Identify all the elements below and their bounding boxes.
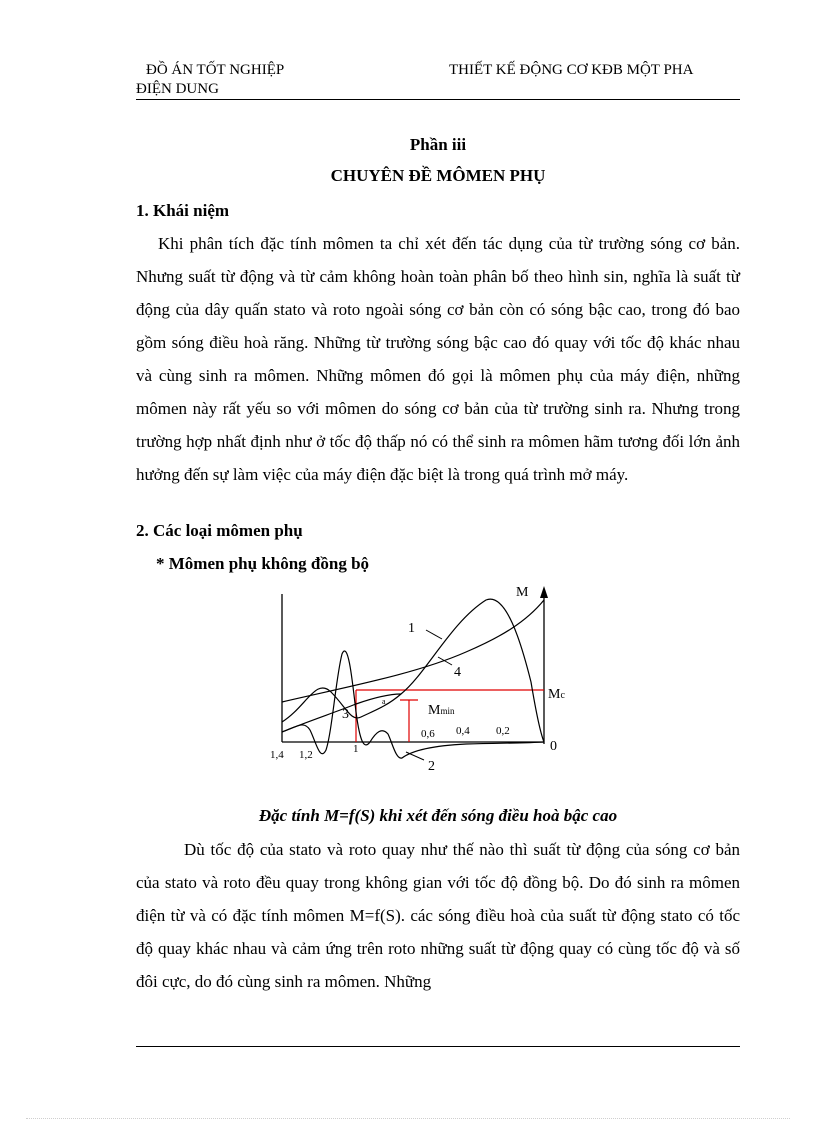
axis-label-m: M: [516, 585, 529, 600]
tick-label-1-4: 1,4: [270, 749, 284, 761]
tick-label-1-2: 1,2: [299, 749, 313, 761]
label-zero: 0: [550, 739, 557, 754]
curve-1: [282, 600, 544, 702]
topic-title: CHUYÊN ĐỀ MÔMEN PHỤ: [330, 166, 546, 185]
header-left-title: ĐỒ ÁN TỐT NGHIỆP: [146, 62, 285, 78]
leader-2: [406, 752, 424, 760]
section-2-subheading: * Mômen phụ không đồng bộ: [156, 554, 370, 573]
header-left-subtitle: ĐIỆN DUNG: [136, 81, 219, 97]
body-paragraph-2: Dù tốc độ của stato và roto quay như thế nào thì suất từ động của sóng cơ bản của stato và roto đều quay trong không gian với tốc độ đồng bộ. Do đó sinh ra mômen điện từ và có đặc tính mômen M=f(S). các sóng điều hoà của suất từ động stato có tốc độ quay khác nhau và cảm ứng trên roto những suất từ động quay có cùng tốc độ và số đôi cực, do đó cùng sinh ra mômen. Những: [136, 840, 740, 991]
label-mmin-sub: min: [440, 706, 455, 716]
label-mc-sub: c: [560, 690, 565, 701]
tick-label-1: 1: [353, 743, 359, 755]
tick-label-0-2: 0,2: [496, 725, 510, 737]
label-mc: [548, 687, 565, 702]
page-edge-dots: [26, 1118, 790, 1119]
curve-label-2: 2: [428, 759, 435, 774]
point-label-a: a: [382, 697, 386, 706]
section-1-heading: 1. Khái niệm: [136, 201, 230, 220]
curve-label-3: 3: [342, 707, 349, 722]
section-2-heading: 2. Các loại mômen phụ: [136, 521, 303, 540]
footer-rule: [136, 1046, 740, 1047]
header-rule: [136, 99, 740, 100]
header-right-title: THIẾT KẾ ĐỘNG CƠ KĐB MỘT PHA: [449, 62, 694, 78]
m-axis-arrow-icon: [540, 586, 548, 598]
section-1-paragraph: Khi phân tích đặc tính mômen ta chỉ xét đến tác dụng của từ trường sóng cơ bản. Nhưng suất từ động và từ cảm không hoàn toàn phân bố theo hình sin, nghĩa là suất từ động của dây quấn stato và roto ngoài sóng cơ bản còn có sóng bậc cao, trong đó bao gồm sóng điều hoà răng. Những từ trường sóng bậc cao đó quay với tốc độ khác nhau và cùng sinh ra mômen. Những mômen đó gọi là mômen phụ của máy điện, những mômen này rất yếu so với mômen do sóng cơ bản của từ trường sinh ra. Nhưng trong trường hợp nhất định như ở tốc độ thấp nó có thể sinh ra mômen hãm tương đối lớn ảnh hưởng đến sự làm việc của máy điện đặc biệt là trong quá trình mở máy.: [136, 234, 740, 484]
tick-label-0-4: 0,4: [456, 725, 470, 737]
label-mc-main: M: [548, 687, 561, 702]
curve-label-1: 1: [408, 621, 415, 636]
tick-label-0-6: 0,6: [421, 728, 435, 740]
part-title: Phần iii: [409, 135, 467, 154]
curve-label-4: 4: [454, 665, 461, 680]
leader-1: [426, 630, 442, 639]
label-mmin-main: M: [428, 703, 441, 718]
label-mmin: [428, 703, 455, 718]
figure-caption: Đặc tính M=f(S) khi xét đến sóng điều hoà bậc cao: [258, 806, 618, 825]
torque-slip-figure: [266, 582, 576, 782]
